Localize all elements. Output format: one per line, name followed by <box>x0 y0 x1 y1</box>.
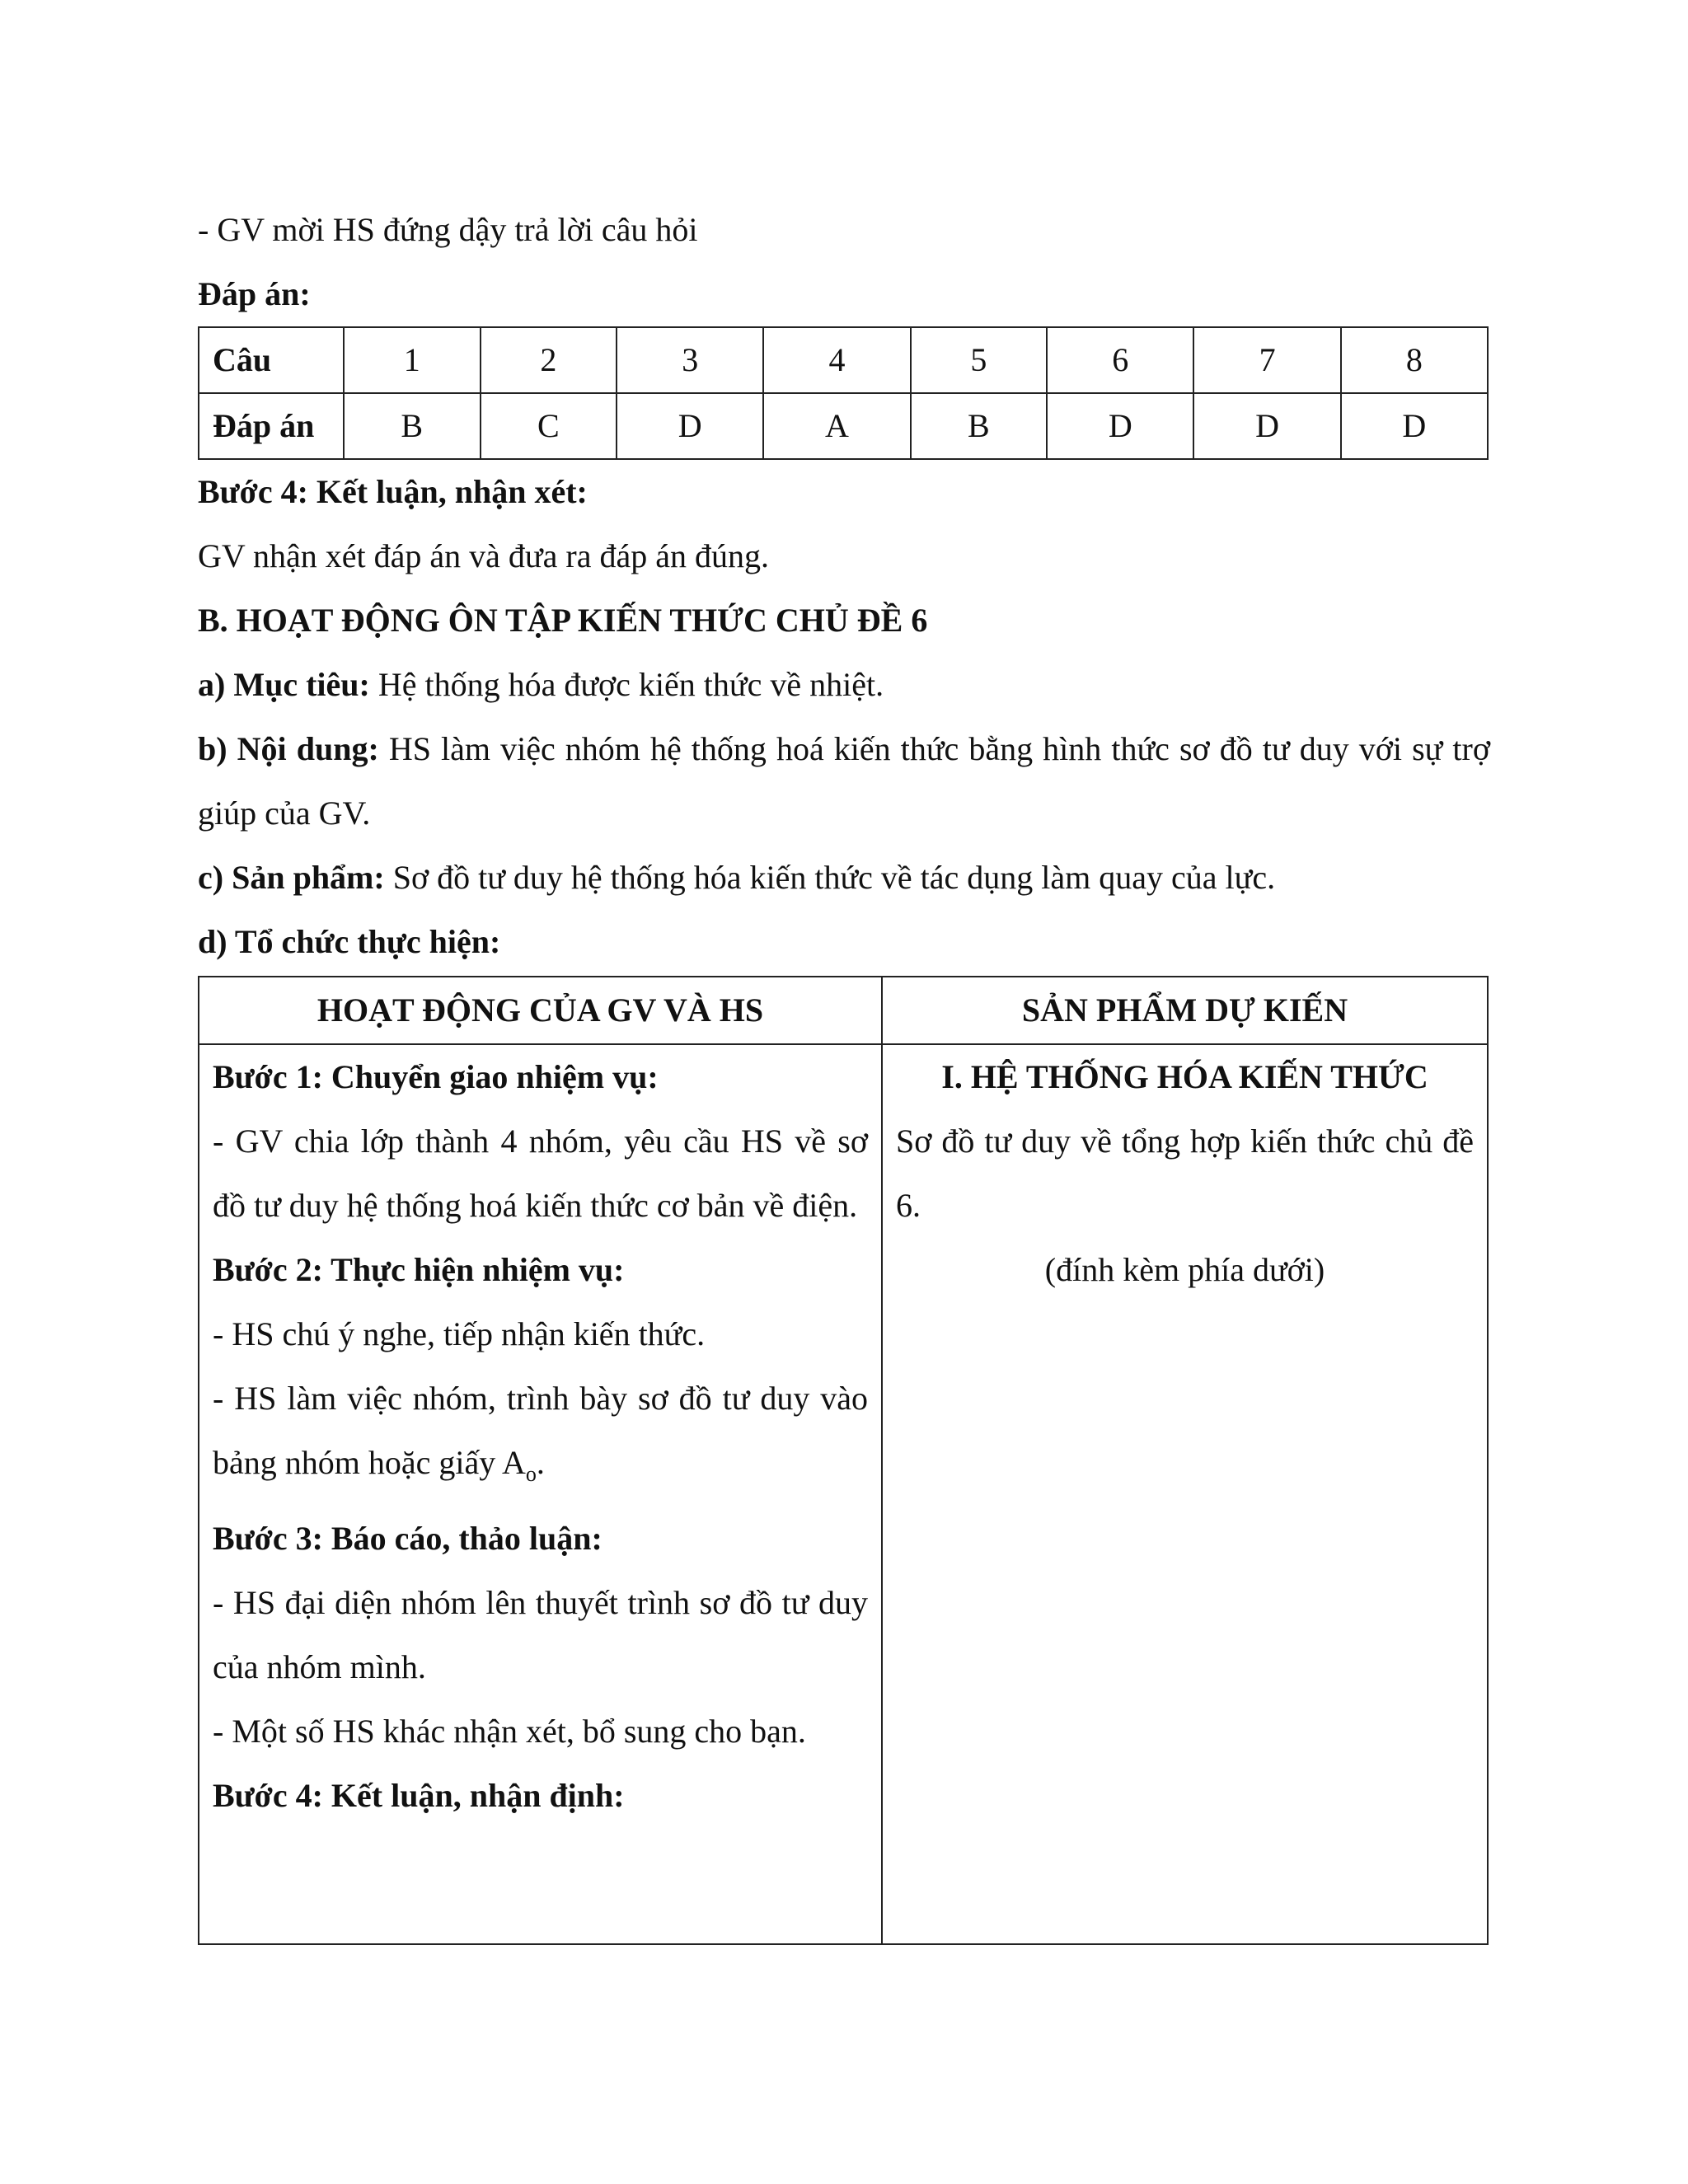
left-step3-line1: - HS đại diện nhóm lên thuyết trình sơ đồ tư duy của nhóm mình. <box>213 1584 868 1685</box>
goal-paragraph <box>198 653 1490 717</box>
question-number: 4 <box>763 327 910 393</box>
left-step2-line2-end: . <box>536 1444 545 1481</box>
right-heading: I. HỆ THỐNG HÓA KIẾN THỨC <box>941 1058 1428 1095</box>
left-step2-heading: Bước 2: Thực hiện nhiệm vụ: <box>213 1251 625 1288</box>
content-text: HS làm việc nhóm hệ thống hoá kiến thức bằng hình thức sơ đồ tư duy với sự trợ giúp của GV. <box>198 730 1491 832</box>
right-text: Sơ đồ tư duy về tổng hợp kiến thức chủ đề 6. <box>896 1122 1474 1224</box>
activity-table-header <box>199 977 1488 1044</box>
answer-value: D <box>1047 393 1193 459</box>
expected-product-cell <box>882 1044 1488 1944</box>
document-body <box>198 198 1490 1945</box>
question-number: 3 <box>617 327 763 393</box>
paper-size-subscript: o <box>525 1462 537 1486</box>
answer-table-row-questions <box>199 327 1488 393</box>
answer-value: A <box>763 393 910 459</box>
activity-table <box>198 976 1489 1945</box>
question-number: 1 <box>344 327 481 393</box>
answer-value: D <box>617 393 763 459</box>
answer-value: B <box>911 393 1048 459</box>
question-number: 2 <box>481 327 617 393</box>
section-b-title: B. HOẠT ĐỘNG ÔN TẬP KIẾN THỨC CHỦ ĐỀ 6 <box>198 602 928 639</box>
question-number: 8 <box>1341 327 1488 393</box>
left-step4-heading: Bước 4: Kết luận, nhận định: <box>213 1777 625 1814</box>
answer-heading: Đáp án: <box>198 275 311 312</box>
activity-table-body <box>199 1044 1488 1944</box>
product-paragraph <box>198 846 1490 910</box>
header-expected-product: SẢN PHẨM DỰ KIẾN <box>882 977 1488 1044</box>
left-step2-line2 <box>213 1366 868 1507</box>
product-label: c) Sản phẩm: <box>198 859 385 896</box>
organize-heading: d) Tổ chức thực hiện: <box>198 923 501 960</box>
content-paragraph <box>198 717 1490 846</box>
left-step1-heading: Bước 1: Chuyển giao nhiệm vụ: <box>213 1058 659 1095</box>
answer-value: B <box>344 393 481 459</box>
step4-heading: Bước 4: Kết luận, nhận xét: <box>198 473 588 510</box>
answer-value: D <box>1341 393 1488 459</box>
row-label-question: Câu <box>199 327 344 393</box>
activities-cell <box>199 1044 882 1944</box>
left-step3-line2: - Một số HS khác nhận xét, bổ sung cho bạn. <box>213 1713 806 1750</box>
answer-value: D <box>1193 393 1340 459</box>
right-note: (đính kèm phía dưới) <box>1044 1251 1325 1288</box>
left-step3-heading: Bước 3: Báo cáo, thảo luận: <box>213 1520 603 1557</box>
left-step1-text: - GV chia lớp thành 4 nhóm, yêu cầu HS về sơ đồ tư duy hệ thống hoá kiến thức cơ bản về điện. <box>213 1122 868 1224</box>
step4-text: GV nhận xét đáp án và đưa ra đáp án đúng. <box>198 537 769 574</box>
answer-table-row-answers <box>199 393 1488 459</box>
left-step2-line1: - HS chú ý nghe, tiếp nhận kiến thức. <box>213 1315 706 1352</box>
answer-value: C <box>481 393 617 459</box>
row-label-answer: Đáp án <box>199 393 344 459</box>
intro-line: - GV mời HS đứng dậy trả lời câu hỏi <box>198 211 698 248</box>
goal-text: Hệ thống hóa được kiến thức về nhiệt. <box>369 666 884 703</box>
question-number: 5 <box>911 327 1048 393</box>
content-label: b) Nội dung: <box>198 730 379 767</box>
question-number: 6 <box>1047 327 1193 393</box>
header-activities: HOẠT ĐỘNG CỦA GV VÀ HS <box>199 977 882 1044</box>
product-text: Sơ đồ tư duy hệ thống hóa kiến thức về tác dụng làm quay của lực. <box>384 859 1276 896</box>
question-number: 7 <box>1193 327 1340 393</box>
left-step2-line2-text: - HS làm việc nhóm, trình bày sơ đồ tư duy vào bảng nhóm hoặc giấy A <box>213 1380 868 1481</box>
goal-label: a) Mục tiêu: <box>198 666 370 703</box>
answer-table <box>198 326 1489 460</box>
